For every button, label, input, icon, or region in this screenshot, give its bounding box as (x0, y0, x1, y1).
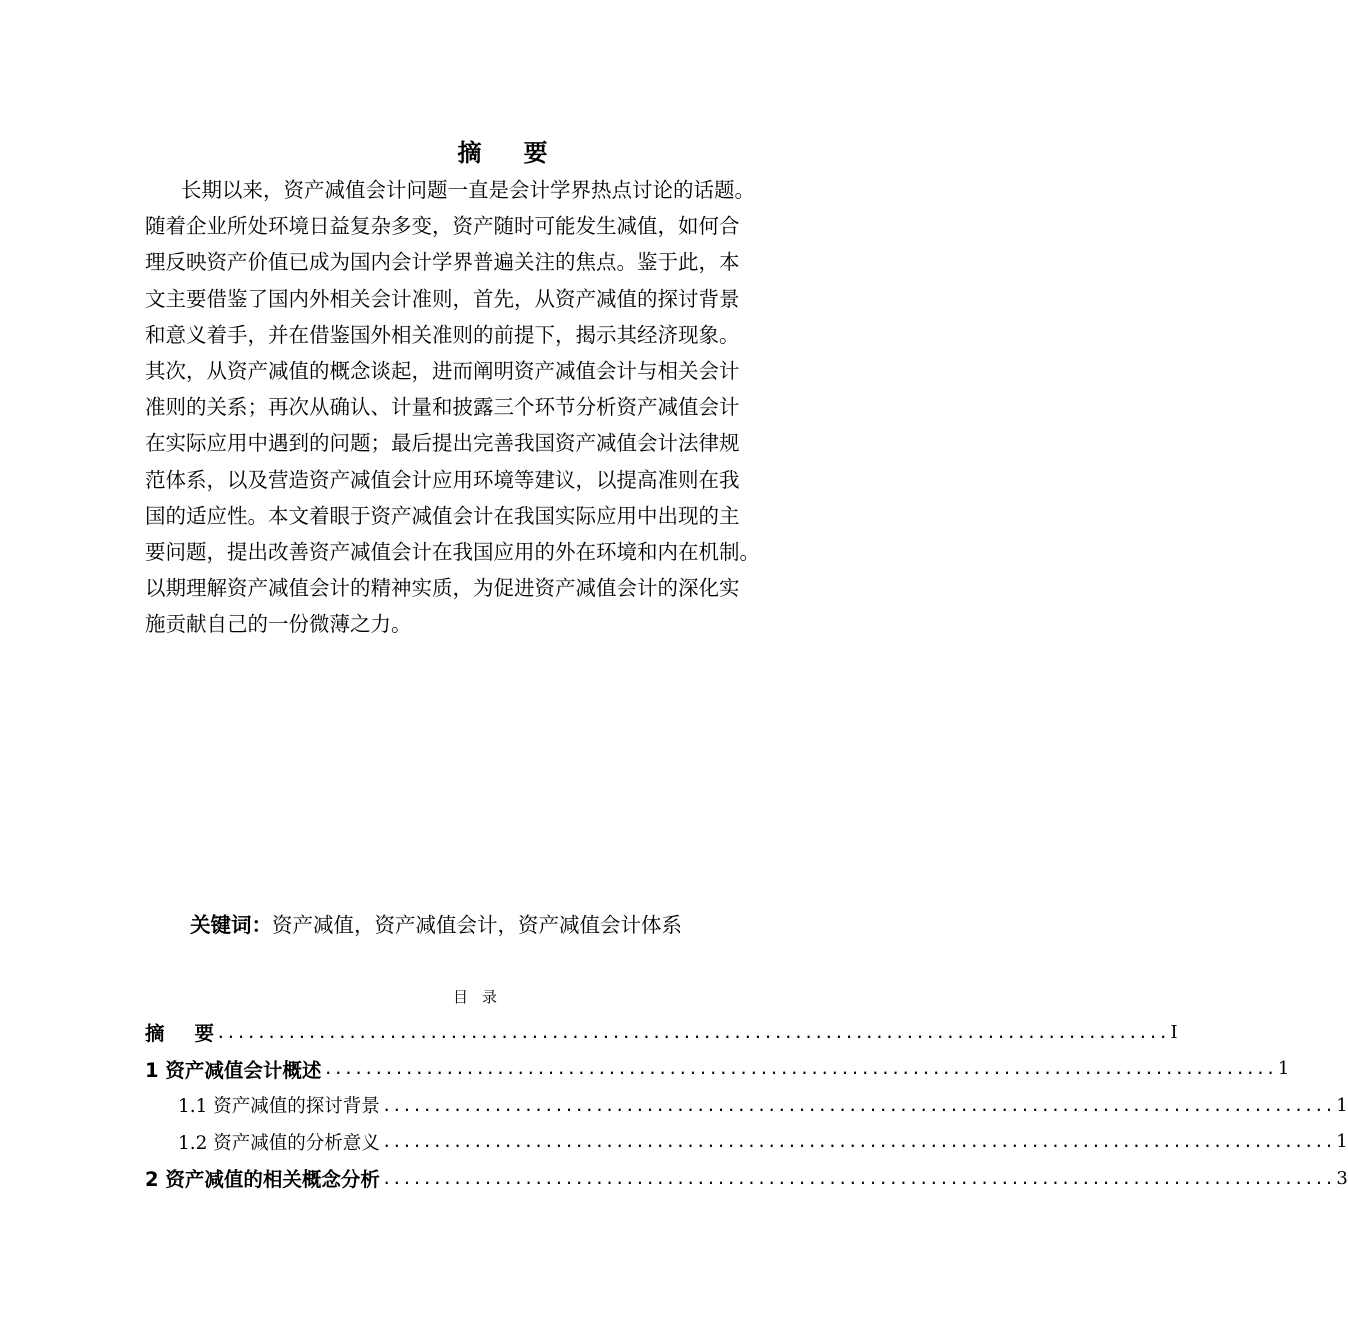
abstract-line: 准则的关系；再次从确认、计量和披露三个环节分析资产减值会计 (145, 395, 740, 420)
toc-page-number: 1 (1277, 1058, 1290, 1080)
toc-leader-dots: .............................................................................................. (323, 1059, 1276, 1079)
toc-title (0, 986, 950, 1007)
abstract-title-part2: 要 (523, 139, 548, 167)
toc-leader-dots: .............................................................................................. (381, 1132, 1335, 1152)
toc-entry-title-part2: 要 (194, 1022, 215, 1046)
toc-entry-title: 2 资产减值的相关概念分析 (145, 1168, 380, 1192)
abstract-line: 要问题，提出改善资产减值会计在我国应用的外在环境和内在机制。 (145, 539, 760, 564)
toc-page-number: 1 (1336, 1131, 1348, 1153)
toc-entry-section-1-1[interactable] (145, 1087, 1348, 1124)
keywords (190, 908, 682, 938)
abstract-title-part1: 摘 (457, 139, 482, 167)
abstract-line: 在实际应用中遇到的问题；最后提出完善我国资产减值会计法律规 (145, 431, 740, 456)
toc-title-part1: 目 (452, 988, 468, 1006)
toc-entry-title (145, 1018, 214, 1046)
abstract-line: 长期以来，资产减值会计问题一直是会计学界热点讨论的话题。 (181, 178, 755, 202)
keywords-text: 资产减值，资产减值会计，资产减值会计体系 (272, 913, 682, 937)
abstract-title (0, 133, 1005, 168)
toc-entry-chapter-2[interactable] (145, 1160, 1348, 1197)
toc-leader-dots: .............................................................................................. (381, 1168, 1335, 1188)
toc-page-number: 3 (1336, 1167, 1348, 1189)
toc-page-number: 1 (1336, 1094, 1348, 1116)
abstract-line: 国的适应性。本文着眼于资产减值会计在我国实际应用中出现的主 (145, 503, 740, 528)
abstract-line: 其次，从资产减值的概念谈起，进而阐明资产减值会计与相关会计 (145, 358, 740, 383)
table-of-contents (145, 1014, 1348, 1197)
abstract-line: 范体系，以及营造资产减值会计应用环境等建议，以提高准则在我 (145, 467, 740, 492)
toc-leader-dots: .............................................................................................. (216, 1022, 1169, 1042)
abstract-line: 以期理解资产减值会计的精神实质，为促进资产减值会计的深化实 (145, 576, 740, 601)
toc-leader-dots: .............................................................................................. (381, 1095, 1335, 1115)
toc-entry-title: 1 资产减值会计概述 (145, 1058, 322, 1082)
toc-entry-title: 1.1 资产减值的探讨背景 (178, 1096, 380, 1118)
abstract-line: 理反映资产价值已成为国内会计学界普遍关注的焦点。鉴于此，本 (145, 250, 740, 275)
toc-title-part2: 录 (482, 988, 498, 1006)
toc-entry-title-part1: 摘 (145, 1022, 165, 1046)
toc-entry-chapter-1[interactable] (145, 1051, 1290, 1088)
keywords-label: 关键词： (190, 913, 272, 937)
toc-page-number: I (1170, 1021, 1178, 1043)
abstract-line: 和意义着手，并在借鉴国外相关准则的前提下，揭示其经济现象。 (145, 322, 740, 347)
abstract-line: 文主要借鉴了国内外相关会计准则，首先，从资产减值的探讨背景 (145, 286, 740, 311)
toc-entry-section-1-2[interactable] (145, 1124, 1348, 1161)
abstract-line: 随着企业所处环境日益复杂多变，资产随时可能发生减值，如何合 (145, 214, 740, 239)
abstract-line: 施贡献自己的一份微薄之力。 (145, 612, 412, 637)
abstract-body (145, 172, 810, 642)
toc-entry-abstract[interactable] (145, 1014, 1178, 1051)
toc-entry-title: 1.2 资产减值的分析意义 (178, 1132, 380, 1154)
